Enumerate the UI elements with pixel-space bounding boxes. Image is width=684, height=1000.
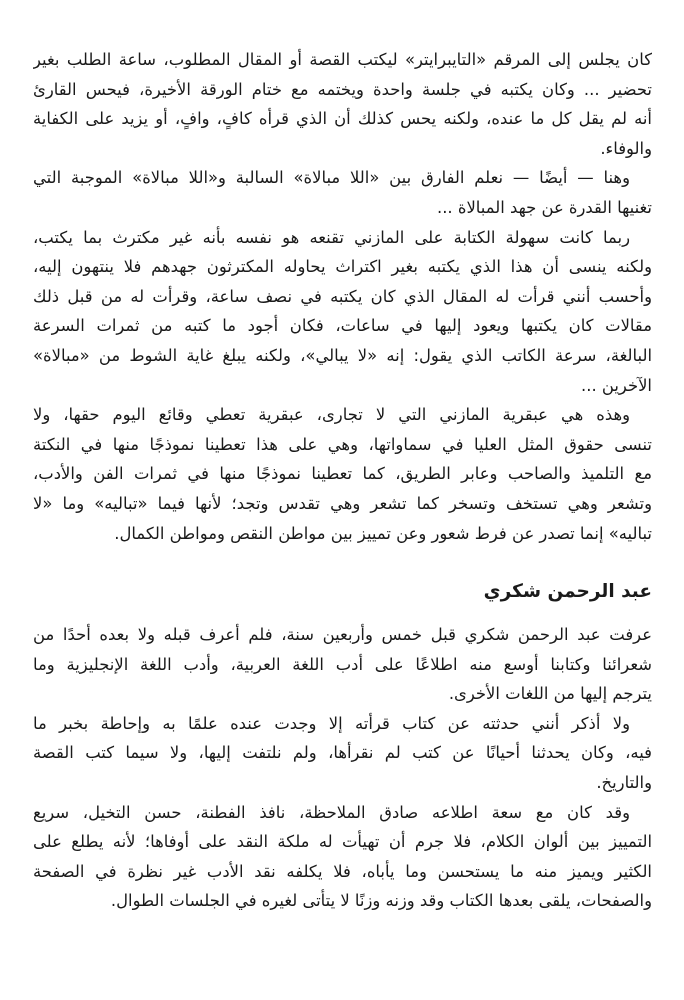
paragraph-6 bbox=[33, 709, 652, 798]
text-line: الآخرين ... bbox=[581, 375, 652, 395]
text-line: وقد كان مع سعة اطلاعه صادق الملاحظة، نافذ الفطنة، حسن التخيل، سريع bbox=[33, 802, 630, 822]
paragraph-3 bbox=[33, 223, 652, 401]
text-line: وأحسب أنني قرأت له المقال الذي كان يكتبه في نصف ساعة، وقرأت له من قبل ذلك bbox=[33, 286, 652, 306]
text-line: والوفاء. bbox=[600, 138, 652, 158]
text-line: ولا أذكر أنني حدثته عن كتاب قرأته إلا وجدت عنده علمًا به وإحاطة بخبر ما bbox=[33, 713, 630, 733]
text-line: التمييز بين ألوان الكلام، فلا جرم أن تهيأت له ملكة النقد على أوفاها؛ لأنه يطلع على bbox=[33, 832, 652, 852]
text-line: تغنيها القدرة عن جهد المبالاة ... bbox=[437, 197, 652, 217]
text-line: الكثير ويميز منه ما يستحسن وما يأباه، فلا يكلفه نقد الأدب غير نظرة في الصفحة bbox=[33, 861, 652, 881]
text-line: فيه، وكان يحدثنا أحيانًا عن كتب لم نقرأها، ولم نلتفت إليها، ولا سيما كتب القصة bbox=[33, 743, 652, 763]
paragraph-1 bbox=[33, 45, 652, 163]
text-line: وتشعر وهي تستخف وتسخر كما تشعر وهي تقدس وتجد؛ لأنها فيما «تباليه» وما «لا bbox=[33, 493, 652, 513]
text-line: البالغة، سرعة الكاتب الذي يقول: إنه «لا يبالي»، ولكنه يبلغ غاية الشوط من «مبالاة» bbox=[33, 345, 652, 365]
paragraph-2 bbox=[33, 163, 652, 222]
text-line: كان يجلس إلى المرقم «التايبرايتر» ليكتب القصة أو المقال المطلوب، ساعة الطلب بغير bbox=[33, 50, 652, 69]
text-line: وهنا — أيضًا — نعلم الفارق بين «اللا مبالاة» السالبة و«اللا مبالاة» الموجبة التي bbox=[33, 168, 630, 188]
text-line: مع التلميذ والصاحب وعابر الطريق، كما تعطينا نموذجًا منها في ثمرات الفن والأدب، bbox=[33, 464, 652, 484]
text-line: ولكنه ينسى أن هذا الذي يكتبه بغير اكتراث يحاوله المكترثون جهدهم فلا ينتهون إليه، bbox=[33, 257, 652, 277]
text-line: مقالات كان يكتبها ويعود إليها في ساعات، فكان أجود ما كتبه من ثمرات السرعة bbox=[33, 316, 652, 336]
text-line: والتاريخ. bbox=[596, 773, 652, 793]
text-line: يترجم إليها من اللغات الأخرى. bbox=[448, 684, 652, 704]
text-line: تباليه» إنما تصدر عن فرط شعور وعن تمييز بين مواطن النقص ومواطن الكمال. bbox=[114, 523, 652, 543]
text-line: تحضير ... وكان يكتبه في جلسة واحدة ويختمه مع ختام الورقة الأخيرة، فيحس القارئ bbox=[33, 79, 652, 99]
text-line: والصفحات، يلقى بعدها الكتاب وقد وزنه وزنًا لا يتأتى لغيره في الجلسات الطوال. bbox=[110, 891, 652, 911]
text-line: عرفت عبد الرحمن شكري قبل خمس وأربعين سنة، فلم أعرف قبله ولا بعده أحدًا من bbox=[33, 625, 652, 645]
text-line: تنسى حقوق المثل العليا في سماواتها، وهي على هذا تعطينا نموذجًا منها في النكتة bbox=[33, 434, 652, 454]
paragraph-5 bbox=[33, 620, 652, 709]
section-heading: عبد الرحمن شكري bbox=[483, 581, 652, 603]
text-line: وهذه هي عبقرية المازني التي لا تجارى، عبقرية تعطي وقائع اليوم حقها، ولا bbox=[33, 405, 630, 425]
paragraph-4 bbox=[33, 400, 652, 548]
text-line: ربما كانت سهولة الكتابة على المازني تقنعه هو نفسه بأنه غير مكترث بما يكتب، bbox=[33, 227, 630, 247]
text-line: أنه لم يقل كل ما عنده، ولكنه يحس كذلك أن الذي قرأه كافٍ، وافٍ، أو يزيد على الكفاية bbox=[33, 109, 652, 129]
document-page bbox=[33, 45, 652, 916]
text-line: شعرائنا وكتابنا أوسع منه اطلاعًا على أدب اللغة العربية، وأدب اللغة الإنجليزية وما bbox=[33, 654, 652, 674]
paragraph-7 bbox=[33, 798, 652, 916]
